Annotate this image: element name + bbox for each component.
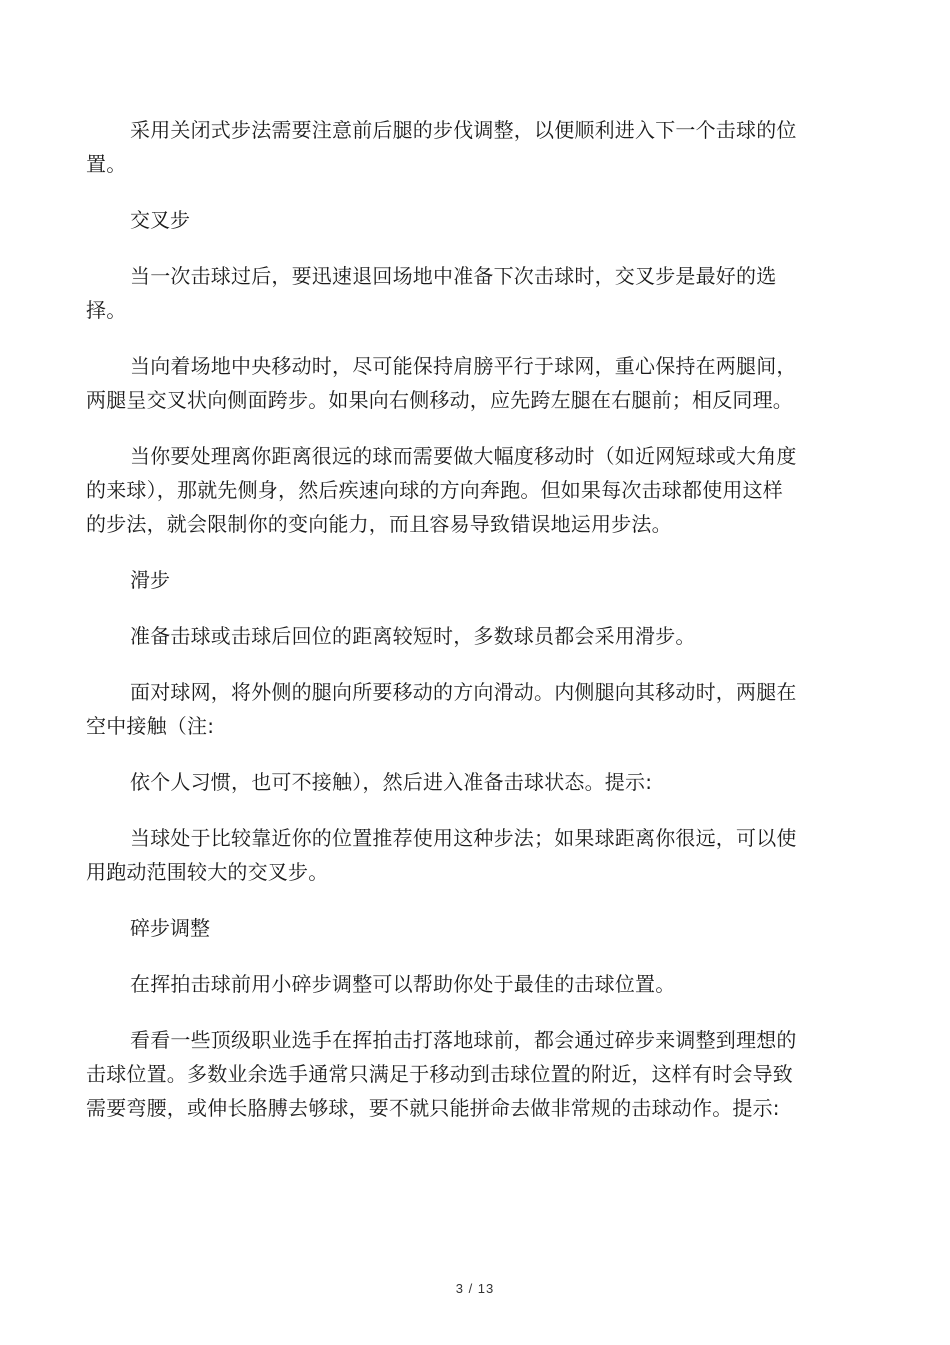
paragraph: 在挥拍击球前用小碎步调整可以帮助你处于最佳的击球位置。: [130, 972, 676, 996]
paragraph: 当球处于比较靠近你的位置推荐使用这种步法；如果球距离你很远，可以使用跑动范围较大的交叉步。: [86, 826, 797, 884]
paragraph: 当你要处理离你距离很远的球而需要做大幅度移动时（如近网短球或大角度的来球），那就先侧身，然后疾速向球的方向奔跑。但如果每次击球都使用这样的步法，就会限制你的变向能力，而且容易导致错误地运用步法。: [86, 444, 797, 536]
section-heading-small-steps: 碎步调整: [130, 916, 210, 940]
paragraph: 准备击球或击球后回位的距离较短时，多数球员都会采用滑步。: [130, 624, 696, 648]
document-body: [86, 113, 800, 1125]
section-heading-cross-step: 交叉步: [130, 208, 190, 232]
paragraph: 面对球网，将外侧的腿向所要移动的方向滑动。内侧腿向其移动时，两腿在空中接触（注:: [86, 680, 797, 738]
paragraph: 当一次击球过后，要迅速退回场地中准备下次击球时，交叉步是最好的选择。: [86, 264, 777, 322]
section-heading-slide-step: 滑步: [130, 568, 170, 592]
paragraph: 采用关闭式步法需要注意前后腿的步伐调整，以便顺利进入下一个击球的位置。: [86, 118, 797, 176]
paragraph: 当向着场地中央移动时，尽可能保持肩膀平行于球网，重心保持在两腿间，两腿呈交叉状向侧面跨步。如果向右侧移动，应先跨左腿在右腿前；相反同理。: [86, 354, 797, 412]
paragraph: 看看一些顶级职业选手在挥拍击打落地球前，都会通过碎步来调整到理想的击球位置。多数业余选手通常只满足于移动到击球位置的附近，这样有时会导致需要弯腰，或伸长胳膊去够球，要不就只能拼命去做非常规的击球动作。提示:: [86, 1028, 797, 1120]
page-number: 3 / 13: [455, 1281, 495, 1296]
paragraph: 依个人习惯，也可不接触），然后进入准备击球状态。提示:: [130, 770, 653, 794]
